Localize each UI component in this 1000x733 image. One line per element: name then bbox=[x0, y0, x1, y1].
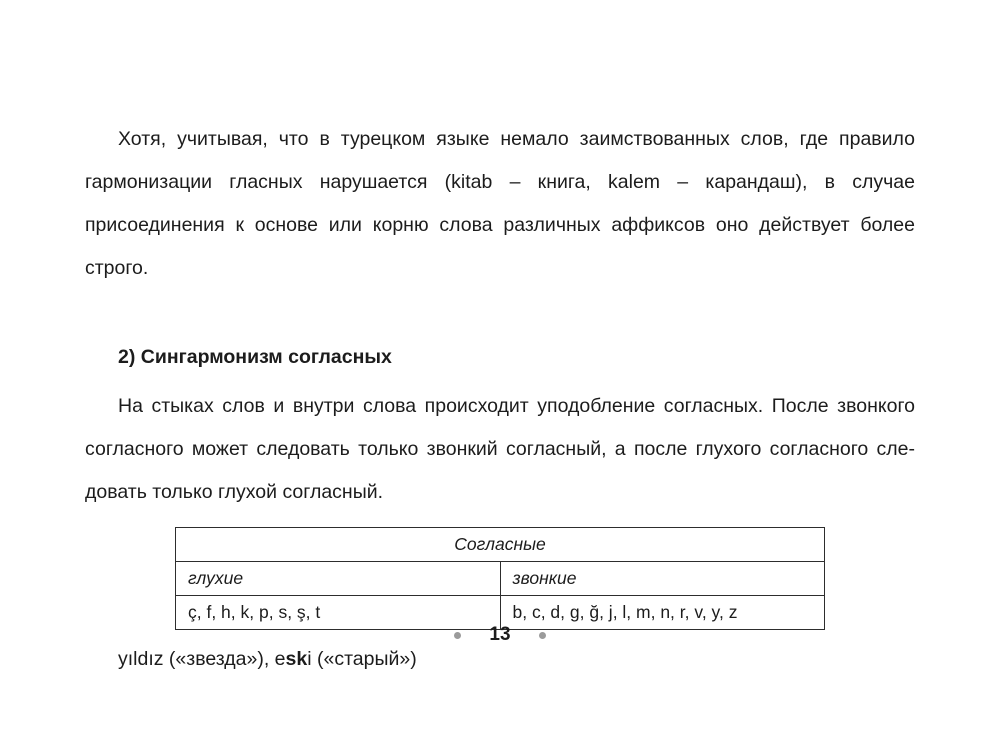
page-content bbox=[85, 118, 915, 674]
table-header-voiced: звонкие bbox=[500, 562, 825, 596]
table-cell-voiceless-consonants: ç, f, h, k, p, s, ş, t bbox=[176, 596, 501, 630]
example-line bbox=[85, 644, 915, 674]
footer-dot-left bbox=[454, 632, 461, 639]
footer-dot-right bbox=[539, 632, 546, 639]
table-header-row bbox=[176, 562, 825, 596]
example-bold-sk: sk bbox=[285, 648, 308, 670]
paragraph-vowel-harmony: Хотя, учитывая, что в турецком языке немало заимствованных слов, где правило гармонизации гласных нарушается (kitab – книга, kalem – карандаш), в случае присоединения к основе или корню слова различных аффиксов оно действует более строго. bbox=[85, 128, 915, 279]
table-title: Согласные bbox=[176, 528, 825, 562]
paragraph-consonant-harmony: На стыках слов и внутри слова происходит уподобление согласных. После звонкого согласного может следовать только звонкий согласный, а после глухого согласного следовать только глухой согласный. bbox=[85, 395, 915, 503]
example-text-2: i («старый») bbox=[307, 648, 417, 670]
table-cell-voiced-consonants: b, c, d, g, ğ, j, l, m, n, r, v, y, z bbox=[500, 596, 825, 630]
page-number: 13 bbox=[489, 624, 511, 645]
table-header-voiceless: глухие bbox=[176, 562, 501, 596]
section-heading: 2) Сингармонизм согласных bbox=[118, 346, 392, 368]
consonants-table bbox=[175, 527, 825, 630]
table-title-row bbox=[176, 528, 825, 562]
page-footer bbox=[0, 624, 1000, 646]
example-text-1: yıldız («звезда»), e bbox=[118, 648, 286, 670]
